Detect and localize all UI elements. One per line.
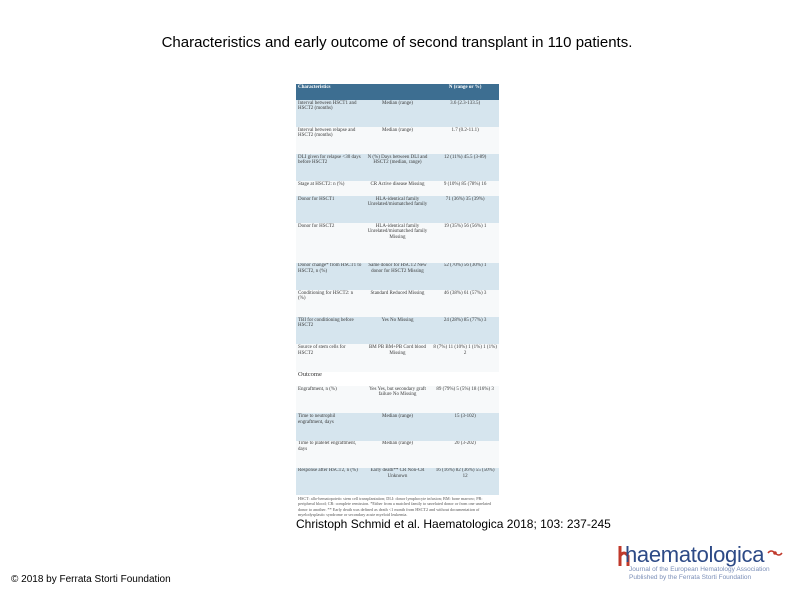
table-cell-c1: Outcome [296, 372, 364, 387]
citation: Christoph Schmid et al. Haematologica 2018; 103: 237-245 [296, 517, 611, 531]
table-cell-c3: 46 (38%) 61 (57%) 3 [431, 290, 499, 317]
table-cell-c1: Interval between relapse and HSCT2 (months) [296, 127, 364, 154]
ferrata-storti-crest-icon [767, 548, 783, 558]
table-footnote: HSCT: allo-hematopoietic stem cell transplantation; DLI: donor lymphocyte infusion; BM: bone marrow; PB: peripheral blood; CR: complete remission. *Either from a matched family to unrelated donor or from one unrelated donor to another. ** Early death was defined as death <1 month from HSCT2 and without documentation of myelodysplastic syndrome or secondary acute myeloid leukemia. [296, 495, 499, 518]
table-row [296, 290, 499, 317]
logo-wordmark: haematologica [625, 542, 765, 567]
table-row [296, 223, 499, 263]
table-cell-c2: Median (range) [364, 413, 432, 440]
table-cell-c2: Standard Reduced Missing [364, 290, 432, 317]
table-cell-c3: 12 (11%) 45.5 (3-89) [431, 154, 499, 181]
table-cell-c2: BM PB BM+PB Cord blood Missing [364, 344, 432, 371]
table-cell-c2: Yes No Missing [364, 317, 432, 344]
table-cell-c1: Donor for HSCT2 [296, 223, 364, 263]
table-cell-c1: Conditioning for HSCT2: n (%) [296, 290, 364, 317]
header-characteristics: Characteristics [296, 84, 364, 100]
characteristics-table [296, 84, 499, 518]
table-row [296, 181, 499, 196]
journal-logo [617, 542, 787, 584]
table-cell-c3: 9 (10%) 85 (78%) 16 [431, 181, 499, 196]
header-blank [364, 84, 432, 100]
table-cell-c2: HLA-identical family Unrelated/mismatched family Missing [364, 223, 432, 263]
table-cell-c3: 19 (35%) 56 (56%) 1 [431, 223, 499, 263]
table-cell-c1: Source of stem cells for HSCT2 [296, 344, 364, 371]
table-cell-c3: 16 (16%) 82 (36%) 55 (50%) 12 [431, 468, 499, 495]
table-row [296, 441, 499, 468]
table-cell-c2: Median (range) [364, 127, 432, 154]
table-cell-c3: 89 (79%) 5 (5%) 18 (16%) 3 [431, 386, 499, 413]
header-n: N (range or %) [431, 84, 499, 100]
table-cell-c1: Engraftment, n (%) [296, 386, 364, 413]
table-cell-c1: Donor for HSCT1 [296, 196, 364, 223]
table-cell-c3: 15 (3-102) [431, 413, 499, 440]
logo-subtitle-2: Published by the Ferrata Storti Foundation [629, 574, 752, 581]
table-cell-c2: Early death** CR Non-CR Unknown [364, 468, 432, 495]
table-cell-c2: N (%) Days between DLI and HSCT2 (median, range) [364, 154, 432, 181]
table-cell-c3: 20 (3-202) [431, 441, 499, 468]
table-cell-c2: Same donor for HSCT2 New donor for HSCT2 Missing [364, 263, 432, 290]
table-cell-c1: DLI given for relapse <30 days before HSCT2 [296, 154, 364, 181]
slide-title: Characteristics and early outcome of second transplant in 110 patients. [161, 34, 633, 51]
table-cell-c1: Time to neutrophil engraftment, days [296, 413, 364, 440]
table-cell-c2: Yes Yes, but secondary graft failure No Missing [364, 386, 432, 413]
table-cell-c1: Stage at HSCT2: n (%) [296, 181, 364, 196]
table-cell-c3: 3.6 (2.3-133.5) [431, 100, 499, 127]
table-cell-c2: HLA-identical family Unrelated/mismatched family [364, 196, 432, 223]
table-cell-c1: TBI for conditioning before HSCT2 [296, 317, 364, 344]
table-row [296, 127, 499, 154]
table-cell-c2 [364, 372, 432, 387]
table-header-row [296, 84, 499, 100]
table-cell-c3: 24 (28%) 85 (77%) 3 [431, 317, 499, 344]
table-cell-c1: Time to platelet engraftment, days [296, 441, 364, 468]
table-cell-c3 [431, 372, 499, 387]
table-cell-c3: 8 (7%) 11 (10%) 1 (1%) 1 (1%) 2 [431, 344, 499, 371]
table-row [296, 413, 499, 440]
table-row [296, 154, 499, 181]
table-body [296, 100, 499, 495]
table-cell-c3: 52 (70%) 56 (30%) 1 [431, 263, 499, 290]
table-cell-c2: Median (range) [364, 441, 432, 468]
table-cell-c1: Interval between HSCT1 and HSCT2 (months) [296, 100, 364, 127]
table-cell-c1: Response after HSCT2, n (%) [296, 468, 364, 495]
table-row [296, 100, 499, 127]
table-row [296, 344, 499, 371]
table-row [296, 468, 499, 495]
table-cell-c3: 1.7 (0.2-11.1) [431, 127, 499, 154]
copyright-notice: © 2018 by Ferrata Storti Foundation [11, 574, 171, 585]
table-cell-c2: CR Active disease Missing [364, 181, 432, 196]
table-cell-c2: Median (range) [364, 100, 432, 127]
table-cell-c3: 71 (36%) 35 (39%) [431, 196, 499, 223]
table-footnote-row [296, 495, 499, 518]
table-row [296, 263, 499, 290]
table-cell-c1: Donor change* from HSCT1 to HSCT2, n (%) [296, 263, 364, 290]
logo-subtitle-1: Journal of the European Hematology Association [629, 566, 770, 573]
table-row [296, 196, 499, 223]
table-row [296, 317, 499, 344]
table-row [296, 386, 499, 413]
table-section-row [296, 372, 499, 387]
